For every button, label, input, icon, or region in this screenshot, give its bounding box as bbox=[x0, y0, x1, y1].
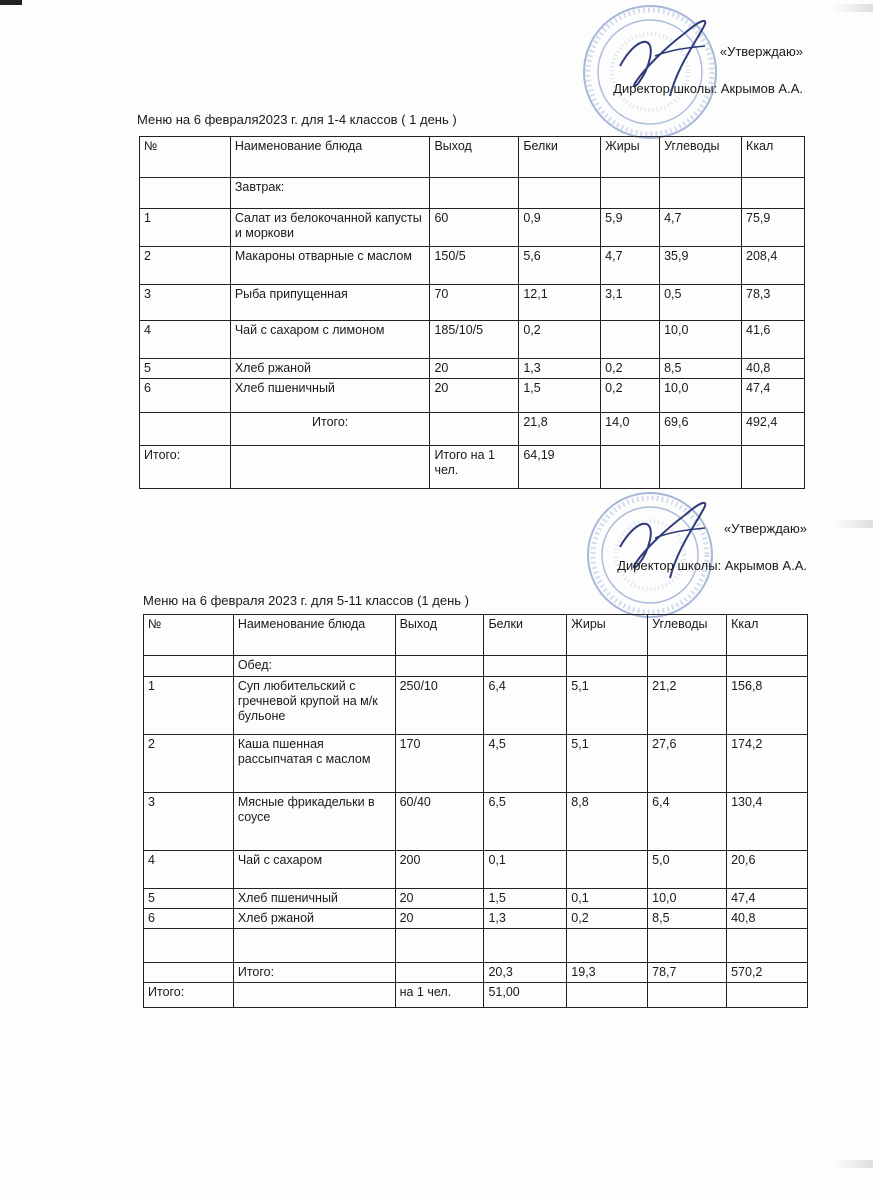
menu-table-2 bbox=[143, 614, 808, 1008]
per-person-yield-label: на 1 чел. bbox=[395, 983, 484, 1008]
dish-kcal: 47,4 bbox=[727, 889, 808, 909]
dish-yield: 150/5 bbox=[430, 247, 519, 285]
col-header-number: № bbox=[144, 615, 234, 656]
dish-fat: 5,9 bbox=[601, 209, 660, 247]
dish-fat bbox=[567, 851, 648, 889]
dish-carbs: 10,0 bbox=[660, 379, 742, 413]
table-header-row bbox=[140, 137, 805, 178]
dish-number: 2 bbox=[140, 247, 231, 285]
col-header-yield: Выход bbox=[430, 137, 519, 178]
dish-carbs: 35,9 bbox=[660, 247, 742, 285]
section-label: Обед: bbox=[233, 656, 395, 677]
dish-protein: 0,9 bbox=[519, 209, 601, 247]
table-row bbox=[144, 793, 808, 851]
dish-carbs: 21,2 bbox=[648, 677, 727, 735]
dish-number: 3 bbox=[140, 285, 231, 321]
dish-carbs: 8,5 bbox=[648, 909, 727, 929]
dish-fat: 0,1 bbox=[567, 889, 648, 909]
table-row bbox=[140, 247, 805, 285]
section-row bbox=[140, 178, 805, 209]
dish-name: Салат из белокочанной капусты и моркови bbox=[230, 209, 430, 247]
dish-name: Хлеб пшеничный bbox=[230, 379, 430, 413]
dish-protein: 6,4 bbox=[484, 677, 567, 735]
dish-yield: 200 bbox=[395, 851, 484, 889]
dish-fat: 5,1 bbox=[567, 677, 648, 735]
dish-fat: 0,2 bbox=[567, 909, 648, 929]
dish-fat: 4,7 bbox=[601, 247, 660, 285]
dish-protein: 1,3 bbox=[484, 909, 567, 929]
col-header-carbs: Углеводы bbox=[660, 137, 742, 178]
table-row bbox=[140, 285, 805, 321]
table-row bbox=[140, 359, 805, 379]
dish-yield: 250/10 bbox=[395, 677, 484, 735]
dish-yield: 185/10/5 bbox=[430, 321, 519, 359]
dish-carbs: 4,7 bbox=[660, 209, 742, 247]
dish-carbs: 0,5 bbox=[660, 285, 742, 321]
dish-yield: 20 bbox=[430, 359, 519, 379]
col-header-fat: Жиры bbox=[567, 615, 648, 656]
empty-row bbox=[144, 929, 808, 963]
total-protein: 21,8 bbox=[519, 413, 601, 446]
dish-number: 6 bbox=[140, 379, 231, 413]
dish-name: Макароны отварные с маслом bbox=[230, 247, 430, 285]
dish-carbs: 10,0 bbox=[648, 889, 727, 909]
approval-block bbox=[613, 44, 803, 96]
total-protein: 20,3 bbox=[484, 963, 567, 983]
dish-carbs: 5,0 bbox=[648, 851, 727, 889]
dish-number: 4 bbox=[140, 321, 231, 359]
dish-yield: 60 bbox=[430, 209, 519, 247]
dish-number: 2 bbox=[144, 735, 234, 793]
dish-name: Хлеб пшеничный bbox=[233, 889, 395, 909]
dish-number: 5 bbox=[144, 889, 234, 909]
dish-protein: 1,5 bbox=[484, 889, 567, 909]
total-label: Итого: bbox=[233, 963, 395, 983]
menu-table-1 bbox=[139, 136, 805, 489]
director-name: Директор школы: Акрымов А.А. bbox=[613, 81, 803, 96]
dish-number: 4 bbox=[144, 851, 234, 889]
director-name: Директор школы: Акрымов А.А. bbox=[617, 558, 807, 573]
dish-carbs: 6,4 bbox=[648, 793, 727, 851]
scan-edge-noise bbox=[833, 1160, 873, 1168]
total-carbs: 69,6 bbox=[660, 413, 742, 446]
dish-fat: 0,2 bbox=[601, 379, 660, 413]
table-row bbox=[144, 889, 808, 909]
table-row bbox=[140, 379, 805, 413]
dish-carbs: 10,0 bbox=[660, 321, 742, 359]
section-label: Завтрак: bbox=[230, 178, 430, 209]
total-fat: 19,3 bbox=[567, 963, 648, 983]
col-header-yield: Выход bbox=[395, 615, 484, 656]
dish-kcal: 174,2 bbox=[727, 735, 808, 793]
approve-label: «Утверждаю» bbox=[723, 521, 807, 536]
dish-fat: 5,1 bbox=[567, 735, 648, 793]
per-person-label: Итого: bbox=[144, 983, 234, 1008]
section-row bbox=[144, 656, 808, 677]
table-row bbox=[140, 321, 805, 359]
total-row bbox=[144, 963, 808, 983]
col-header-dish: Наименование блюда bbox=[230, 137, 430, 178]
col-header-dish: Наименование блюда bbox=[233, 615, 395, 656]
dish-kcal: 41,6 bbox=[742, 321, 805, 359]
table-row bbox=[140, 209, 805, 247]
dish-kcal: 156,8 bbox=[727, 677, 808, 735]
per-person-yield-label: Итого на 1 чел. bbox=[430, 446, 519, 489]
dish-kcal: 78,3 bbox=[742, 285, 805, 321]
dish-protein: 5,6 bbox=[519, 247, 601, 285]
dish-carbs: 8,5 bbox=[660, 359, 742, 379]
dish-number: 6 bbox=[144, 909, 234, 929]
dish-number: 5 bbox=[140, 359, 231, 379]
dish-name: Суп любительский с гречневой крупой на м/к бульоне bbox=[233, 677, 395, 735]
col-header-carbs: Углеводы bbox=[648, 615, 727, 656]
dish-yield: 20 bbox=[395, 909, 484, 929]
dish-name: Чай с сахаром bbox=[233, 851, 395, 889]
col-header-kcal: Ккал bbox=[742, 137, 805, 178]
dish-number: 1 bbox=[144, 677, 234, 735]
dish-kcal: 208,4 bbox=[742, 247, 805, 285]
col-header-kcal: Ккал bbox=[727, 615, 808, 656]
dish-fat: 8,8 bbox=[567, 793, 648, 851]
dish-kcal: 40,8 bbox=[727, 909, 808, 929]
menu-title: Меню на 6 февраля2023 г. для 1-4 классов ( 1 день ) bbox=[137, 112, 457, 127]
dish-kcal: 47,4 bbox=[742, 379, 805, 413]
dish-yield: 60/40 bbox=[395, 793, 484, 851]
table-row bbox=[144, 851, 808, 889]
per-person-row bbox=[144, 983, 808, 1008]
total-fat: 14,0 bbox=[601, 413, 660, 446]
approval-block bbox=[617, 521, 807, 573]
dish-protein: 1,3 bbox=[519, 359, 601, 379]
dish-kcal: 20,6 bbox=[727, 851, 808, 889]
dish-carbs: 27,6 bbox=[648, 735, 727, 793]
dish-name: Рыба припущенная bbox=[230, 285, 430, 321]
dish-name: Мясные фрикадельки в соусе bbox=[233, 793, 395, 851]
dish-name: Хлеб ржаной bbox=[233, 909, 395, 929]
approve-label: «Утверждаю» bbox=[719, 44, 803, 59]
menu-title: Меню на 6 февраля 2023 г. для 5-11 классов (1 день ) bbox=[143, 593, 469, 608]
total-row bbox=[140, 413, 805, 446]
dish-name: Хлеб ржаной bbox=[230, 359, 430, 379]
dish-name: Каша пшенная рассыпчатая с маслом bbox=[233, 735, 395, 793]
total-label: Итого: bbox=[230, 413, 430, 446]
dish-protein: 12,1 bbox=[519, 285, 601, 321]
per-person-row bbox=[140, 446, 805, 489]
col-header-protein: Белки bbox=[484, 615, 567, 656]
col-header-protein: Белки bbox=[519, 137, 601, 178]
dish-number: 3 bbox=[144, 793, 234, 851]
dish-protein: 4,5 bbox=[484, 735, 567, 793]
dish-protein: 6,5 bbox=[484, 793, 567, 851]
scan-edge-mark bbox=[0, 0, 22, 5]
dish-yield: 20 bbox=[395, 889, 484, 909]
dish-fat: 3,1 bbox=[601, 285, 660, 321]
dish-kcal: 130,4 bbox=[727, 793, 808, 851]
dish-kcal: 75,9 bbox=[742, 209, 805, 247]
table-row bbox=[144, 909, 808, 929]
dish-yield: 20 bbox=[430, 379, 519, 413]
total-kcal: 492,4 bbox=[742, 413, 805, 446]
dish-protein: 0,1 bbox=[484, 851, 567, 889]
dish-fat bbox=[601, 321, 660, 359]
total-carbs: 78,7 bbox=[648, 963, 727, 983]
total-kcal: 570,2 bbox=[727, 963, 808, 983]
dish-yield: 70 bbox=[430, 285, 519, 321]
scan-edge-noise bbox=[833, 4, 873, 12]
per-person-label: Итого: bbox=[140, 446, 231, 489]
dish-yield: 170 bbox=[395, 735, 484, 793]
dish-kcal: 40,8 bbox=[742, 359, 805, 379]
per-person-price: 64,19 bbox=[519, 446, 601, 489]
dish-protein: 1,5 bbox=[519, 379, 601, 413]
col-header-fat: Жиры bbox=[601, 137, 660, 178]
table-row bbox=[144, 735, 808, 793]
dish-name: Чай с сахаром с лимоном bbox=[230, 321, 430, 359]
col-header-number: № bbox=[140, 137, 231, 178]
table-header-row bbox=[144, 615, 808, 656]
dish-number: 1 bbox=[140, 209, 231, 247]
per-person-price: 51,00 bbox=[484, 983, 567, 1008]
table-row bbox=[144, 677, 808, 735]
scan-edge-noise bbox=[833, 520, 873, 528]
dish-protein: 0,2 bbox=[519, 321, 601, 359]
dish-fat: 0,2 bbox=[601, 359, 660, 379]
